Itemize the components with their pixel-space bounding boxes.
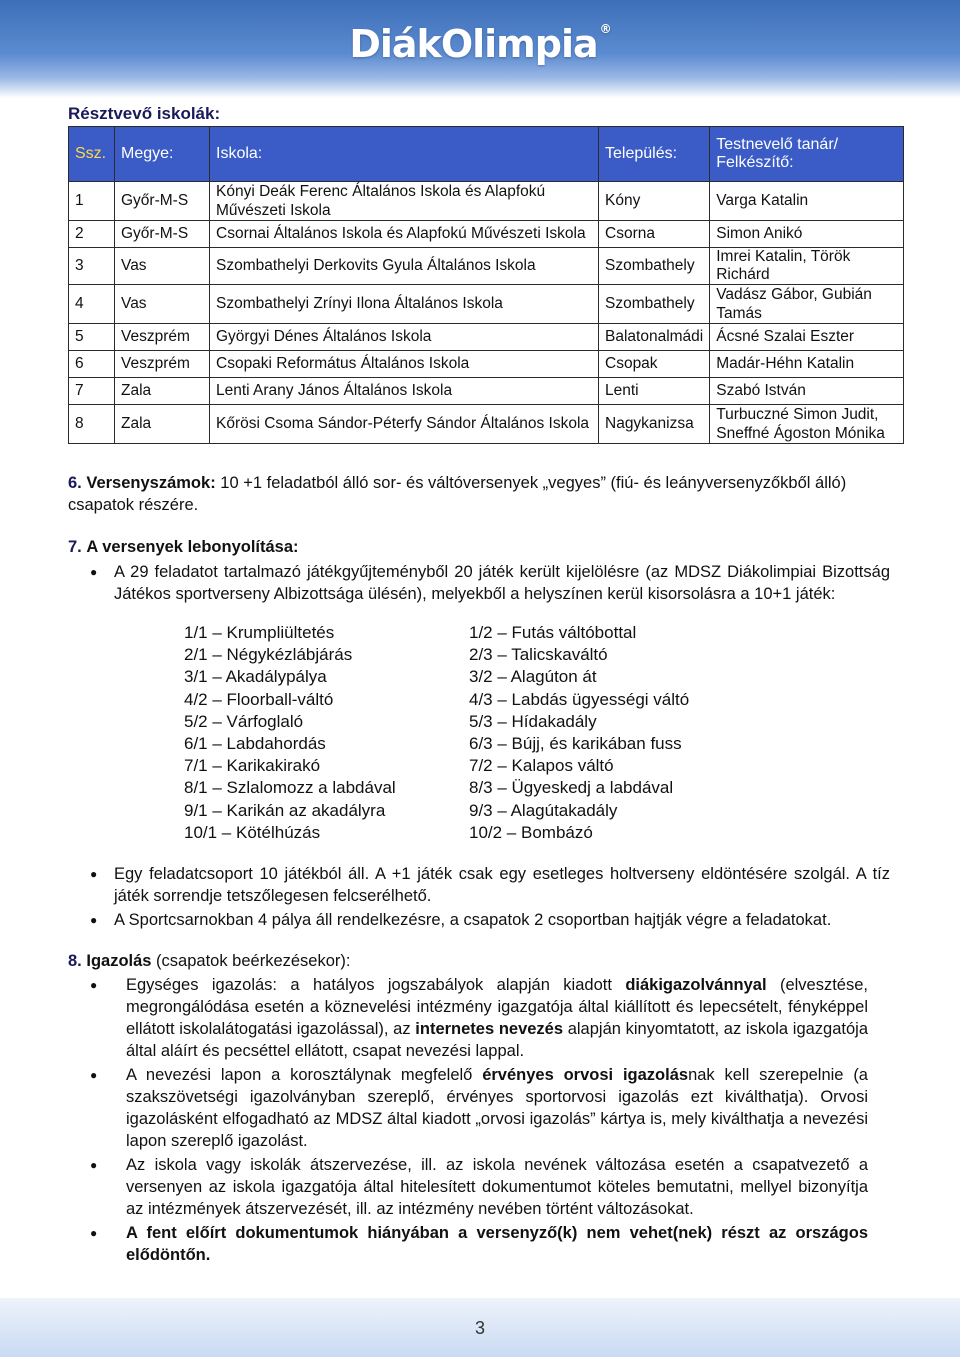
cell-ssz: 1 — [69, 182, 115, 221]
list-item: 8/3 – Ügyeskedj a labdával — [469, 778, 674, 798]
cell-megye: Veszprém — [115, 351, 210, 378]
cell-telepules: Balatonalmádi — [599, 324, 710, 351]
section-7 — [68, 536, 890, 605]
list-item: 5/2 – Várfoglaló — [184, 711, 304, 731]
list-item: 4/2 – Floorball-váltó — [184, 689, 334, 709]
section-6 — [68, 472, 890, 516]
table-header-row — [69, 127, 904, 182]
table-row — [69, 351, 904, 378]
section-8 — [68, 950, 890, 1266]
games-left-column — [184, 622, 484, 844]
list-item: 1/1 – Krumpliültetés — [184, 623, 335, 642]
list-item: 10/2 – Bombázó — [469, 822, 593, 842]
cell-tanar: Ácsné Szalai Eszter — [710, 324, 904, 351]
list-item: 10/1 – Kötélhúzás — [184, 822, 321, 842]
cell-tanar: Szabó István — [710, 378, 904, 405]
header-ssz: Ssz. — [69, 127, 115, 182]
table-row — [69, 248, 904, 285]
list-item: 2/1 – Négykézlábjárás — [184, 645, 353, 665]
cell-ssz: 7 — [69, 378, 115, 405]
cell-megye: Veszprém — [115, 324, 210, 351]
cell-telepules: Szombathely — [599, 285, 710, 324]
cell-telepules: Csorna — [599, 221, 710, 248]
table-row — [69, 182, 904, 221]
cell-tanar: Vadász Gábor, Gubián Tamás — [710, 285, 904, 324]
header-tanar: Testnevelő tanár/ Felkészítő: — [710, 127, 904, 182]
section-6-number: 6. — [68, 474, 82, 492]
cell-megye: Vas — [115, 248, 210, 285]
participants-table — [68, 126, 904, 444]
page-number: 3 — [474, 1318, 485, 1338]
cell-telepules: Szombathely — [599, 248, 710, 285]
list-item: 3/2 – Alagúton át — [469, 667, 597, 687]
table-row — [69, 405, 904, 444]
cell-tanar: Varga Katalin — [710, 182, 904, 221]
table-row — [69, 378, 904, 405]
section-7-title: A versenyek lebonyolítása: — [86, 538, 299, 556]
cell-iskola: Kónyi Deák Ferenc Általános Iskola és Alapfokú Művészeti Iskola — [210, 182, 599, 221]
cell-megye: Győr-M-S — [115, 182, 210, 221]
list-item: 1/2 – Futás váltóbottal — [469, 623, 637, 642]
cell-ssz: 3 — [69, 248, 115, 285]
section-8-bullet-3: ● Az iskola vagy iskolák átszervezése, ill. az iskola nevének változása esetén a csapatvezető a versenyen az iskola igazgatója által hitelesített dokumentumot köteles bemutatni, mellyel bizonyítja az intézmények átszervezését, ill. az intézmény nevében történt változásokat. — [68, 1154, 868, 1220]
header-megye: Megye: — [115, 127, 210, 182]
cell-iskola: Szombathelyi Zrínyi Ilona Általános Iskola — [210, 285, 599, 324]
cell-iskola: Csornai Általános Iskola és Alapfokú Művészeti Iskola — [210, 221, 599, 248]
list-item: 9/1 – Karikán az akadályra — [184, 800, 386, 820]
cell-megye: Győr-M-S — [115, 221, 210, 248]
list-item: 8/1 – Szlalomozz a labdával — [184, 778, 396, 798]
section-8-subtitle: (csapatok beérkezésekor): — [151, 952, 351, 970]
cell-ssz: 4 — [69, 285, 115, 324]
section-8-title: Igazolás — [86, 952, 152, 970]
header-iskola: Iskola: — [210, 127, 599, 182]
list-item: 4/3 – Labdás ügyességi váltó — [469, 689, 690, 709]
section-8-bullet-1: ● Egységes igazolás: a hatályos jogszabályok alapján kiadott diákigazolvánnyal (elvesztése, megrongálódása esetén a köznevelési intézmény igazgatója által kiállított és lepecsételt, fényképpel ellátott iskolalátogatási igazolással), az internetes nevezés alapján kinyomtatott, az iskola igazgatója által aláírt és pecséttel ellátott, csapat nevezési lappal. — [68, 974, 868, 1062]
list-item: 5/3 – Hídakadály — [469, 711, 597, 731]
list-item: 2/3 – Talicskaváltó — [469, 645, 608, 665]
table-row — [69, 221, 904, 248]
cell-iskola: Kőrösi Csoma Sándor-Péterfy Sándor Általános Iskola — [210, 405, 599, 444]
cell-tanar: Madár-Héhn Katalin — [710, 351, 904, 378]
cell-iskola: Lenti Arany János Általános Iskola — [210, 378, 599, 405]
cell-telepules: Nagykanizsa — [599, 405, 710, 444]
section-7-intro: ● A 29 feladatot tartalmazó játékgyűjteményből 20 játék került kijelölésre (az MDSZ Diákolimpiai Bizottság Játékos sportverseny Albizottsága ülésén), melyekből a helyszínen kerül kisorsolásra a 10+1 játék: — [68, 561, 890, 605]
section-8-number: 8. — [68, 952, 82, 970]
cell-tanar: Turbuczné Simon Judit, Sneffné Ágoston Mónika — [710, 405, 904, 444]
cell-megye: Zala — [115, 378, 210, 405]
cell-ssz: 6 — [69, 351, 115, 378]
list-item: 6/1 – Labdahordás — [184, 734, 326, 754]
section-7-bullets — [68, 863, 890, 931]
table-row — [69, 285, 904, 324]
cell-ssz: 8 — [69, 405, 115, 444]
list-item: 7/1 – Karikakirakó — [184, 756, 321, 776]
cell-tanar: Imrei Katalin, Török Richárd — [710, 248, 904, 285]
diakolimpia-logo: DiákOlimpia ® — [349, 22, 611, 66]
cell-megye: Zala — [115, 405, 210, 444]
cell-iskola: Szombathelyi Derkovits Gyula Általános Iskola — [210, 248, 599, 285]
cell-ssz: 2 — [69, 221, 115, 248]
table-row — [69, 324, 904, 351]
section-7-bullet-3: ● A Sportcsarnokban 4 pálya áll rendelkezésre, a csapatok 2 csoportban hajtják végre a feladatokat. — [68, 909, 890, 931]
list-item: 7/2 – Kalapos váltó — [469, 756, 614, 776]
section-7-number: 7. — [68, 538, 82, 556]
list-item: 9/3 – Alagútakadály — [469, 800, 618, 820]
section-8-bullet-4: ● A fent előírt dokumentumok hiányában a versenyző(k) nem vehet(nek) részt az országos elődöntőn. — [68, 1222, 868, 1266]
section-8-bullet-2: ● A nevezési lapon a korosztálynak megfelelő érvényes orvosi igazolásnak kell szerepelnie (a szakszövetségi igazolványban szereplő, érvényes sportorvosi igazolás ezt kiválthatja). Orvosi igazolásként elfogadható az MDSZ által kiadott „orvosi igazolás” kártya is, mely kiválthatja a nevezési lapon szereplő igazolást. — [68, 1064, 868, 1152]
section-6-text: 10 +1 feladatból álló sor- és váltóversenyek „vegyes” (fiú- és leányversenyzőkből álló) csapatok részére. — [68, 474, 847, 514]
cell-megye: Vas — [115, 285, 210, 324]
cell-iskola: Györgyi Dénes Általános Iskola — [210, 324, 599, 351]
section-6-title: Versenyszámok: — [86, 474, 216, 492]
cell-telepules: Csopak — [599, 351, 710, 378]
list-item: 3/1 – Akadálypálya — [184, 667, 327, 687]
games-right-column — [469, 622, 769, 844]
list-item: 6/3 – Bújj, és karikában fuss — [469, 734, 682, 754]
cell-ssz: 5 — [69, 324, 115, 351]
cell-iskola: Csopaki Református Általános Iskola — [210, 351, 599, 378]
section-7-bullet-2: ● Egy feladatcsoport 10 játékból áll. A +1 játék csak egy esetleges holtverseny eldöntésére szolgál. A tíz játék sorrendje tetszőlegesen felcserélhető. — [68, 863, 890, 907]
cell-tanar: Simon Anikó — [710, 221, 904, 248]
header-telepules: Település: — [599, 127, 710, 182]
cell-telepules: Kóny — [599, 182, 710, 221]
cell-telepules: Lenti — [599, 378, 710, 405]
participants-title: Résztvevő iskolák: — [68, 104, 221, 123]
